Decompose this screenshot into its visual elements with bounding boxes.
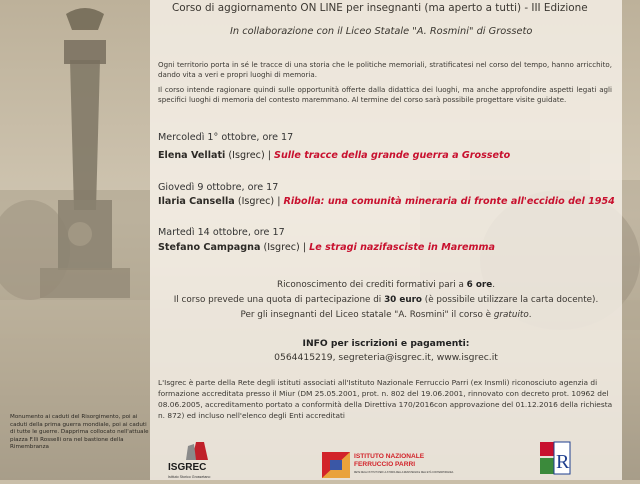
credits-text: Riconoscimento dei crediti formativi pari a: [276, 280, 467, 290]
info-title: INFO per iscrizioni e pagamenti:: [302, 338, 470, 349]
fee-note: (è possibile utilizzare la carta docente).: [421, 295, 599, 305]
session-3-date: Martedì 14 ottobre, ore 17: [158, 227, 285, 238]
session-2-date: Giovedì 9 ottobre, ore 17: [158, 182, 279, 193]
fee-text: Il corso prevede una quota di partecipazione di: [173, 295, 385, 305]
isgrec-logo-name: ISGREC: [168, 462, 207, 473]
session-3-topic: Le stragi nazifasciste in Maremma: [309, 242, 495, 253]
fee-amount: 30 euro: [384, 295, 422, 305]
credits-period: .: [492, 280, 495, 290]
session-2-speaker: Ilaria Cansella: [158, 196, 235, 207]
course-title: Corso di aggiornamento ON LINE per insegnanti (ma aperto a tutti) - III Edizione: [172, 2, 588, 14]
session-2-line: [158, 196, 615, 207]
free-text: Per gli insegnanti del Liceo statale "A. Rosmini" il corso è: [240, 310, 494, 320]
parri-logo-name-2: FERRUCCIO PARRI: [354, 461, 416, 468]
intro-paragraph-2: Il corso intende ragionare quindi sulle opportunità offerte dalla didattica dei luoghi, ma anche approfondire aspetti legati agli specifici luoghi di memoria del contesto maremmano. Al termine del corso sarà possibile progettare visite guidate.: [158, 85, 612, 105]
accreditation-text: L'Isgrec è parte della Rete degli istituti associati all'Istituto Nazionale Ferruccio Parri (ex Insmli) riconosciuto agenzia di formazione accreditata presso il Miur (DM 25.05.2001, prot. n. 802 del 19.06.2001, rinnovato con decreto prot. 10962 del 08.06.2005, accreditamento portato a conformità della Direttiva 170/2016con approvazione del 01.12.2016 della richiesta n. 872) ed incluso nell'elenco degli Enti accreditati: [158, 378, 613, 420]
session-1-speaker: Elena Vellati: [158, 150, 226, 161]
parri-logo: [320, 446, 470, 480]
intro-paragraph-1: Ogni territorio porta in sé le tracce di una storia che le politiche memoriali, stratificatesi nel corso del tempo, hanno arricchito, dando vita a veri e propri luoghi di memoria.: [158, 60, 612, 80]
photo-caption: Monumento ai caduti del Risorgimento, poi ai caduti della prima guerra mondiale, poi ai caduti di tutte le guerre. Dapprima collocato nell'attuale piazza F.lli Rosselli ora nel bastione della Rimembranza: [10, 414, 149, 451]
free-word: gratuito: [493, 310, 529, 320]
rosmini-logo-letter: R: [556, 451, 570, 473]
session-2-affiliation: (Isgrec) |: [234, 196, 284, 207]
isgrec-logo: [168, 440, 248, 480]
session-1-date: Mercoledì 1° ottobre, ore 17: [158, 132, 294, 143]
session-3-affiliation: (Isgrec) |: [260, 242, 310, 253]
isgrec-logo-sub: Istituto Storico Grossetano: [168, 475, 211, 479]
credits-hours: 6 ore: [466, 280, 493, 290]
session-2-topic: Ribolla: una comunità mineraria di fronte all'eccidio del 1954: [283, 196, 615, 207]
credits-line-1: [150, 280, 622, 290]
parri-logo-name-1: ISTITUTO NAZIONALE: [354, 453, 425, 460]
free-period: .: [528, 310, 532, 320]
free-line: [150, 310, 622, 320]
collaboration-line: In collaborazione con il Liceo Statale "A. Rosmini" di Grosseto: [230, 26, 533, 37]
parri-logo-sub: RETE DEGLI ISTITUTI PER LA STORIA DELLA RESISTENZA E DELL'ETÀ CONTEMPORANEA: [354, 472, 454, 474]
info-contacts[interactable]: 0564415219, segreteria@isgrec.it, www.isgrec.it: [274, 352, 498, 363]
session-1-affiliation: (Isgrec) |: [225, 150, 275, 161]
fee-line: [150, 295, 622, 305]
session-3-line: [158, 242, 495, 253]
session-1-topic: Sulle tracce della grande guerra a Grosseto: [274, 150, 511, 161]
rosmini-logo: [538, 440, 572, 476]
session-1-line: [158, 150, 510, 161]
session-3-speaker: Stefano Campagna: [158, 242, 261, 253]
